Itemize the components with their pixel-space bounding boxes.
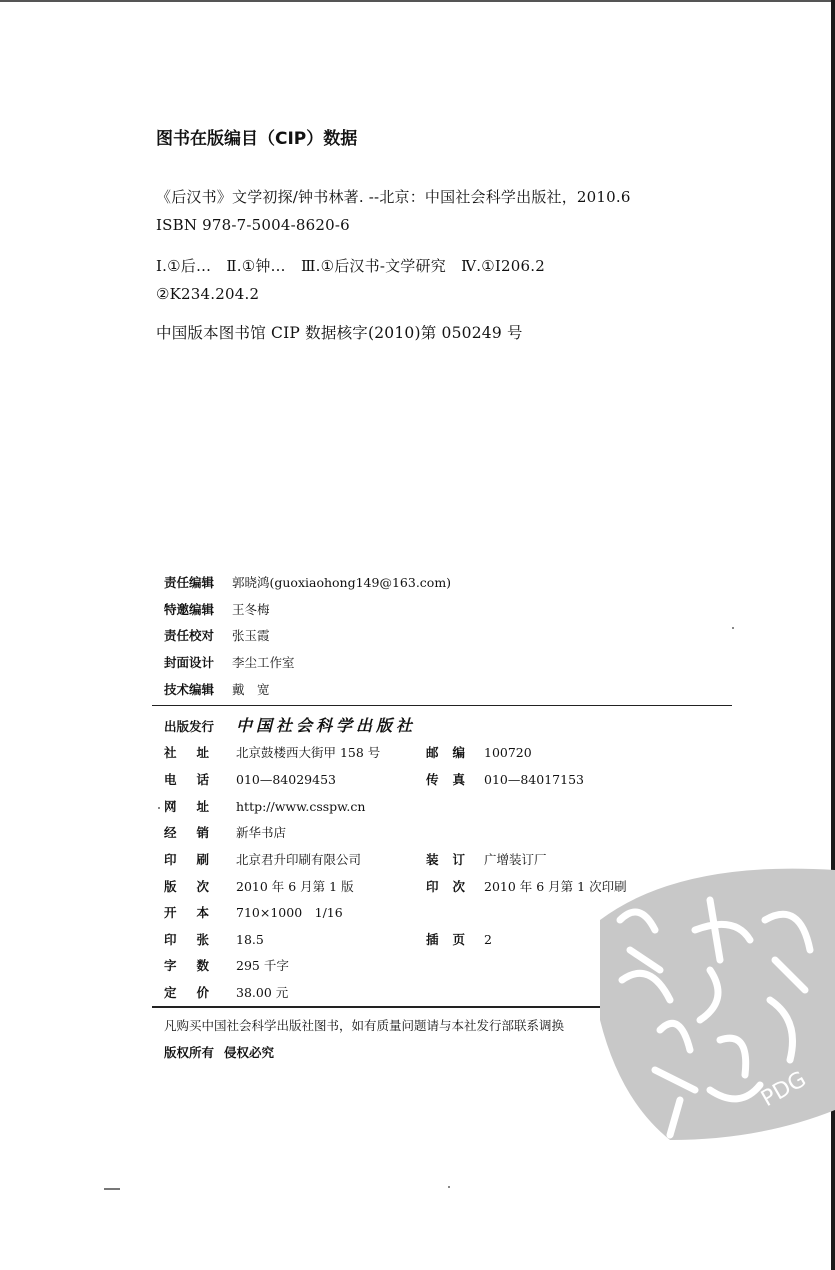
- detail-row-sheets: [164, 930, 492, 948]
- staff-label: 特邀编辑: [164, 602, 215, 617]
- detail-label: 传真: [426, 772, 480, 787]
- detail-row-web: [164, 797, 426, 815]
- staff-row-proofreader: [164, 626, 270, 644]
- scan-speck: [732, 627, 734, 629]
- cip-verification-number: 中国版本图书馆 CIP 数据核字(2010)第 050249 号: [156, 324, 523, 342]
- cip-bibliographic-line: 《后汉书》文学初探/钟书林著. --北京：中国社会科学出版社，2010.6: [156, 188, 631, 206]
- copyright-notice: [164, 1043, 274, 1061]
- detail-label: 装订: [426, 852, 480, 867]
- cip-isbn: ISBN 978-7-5004-8620-6: [156, 216, 350, 234]
- detail-row-words: [164, 956, 426, 974]
- detail-value: 北京君升印刷有限公司: [236, 852, 362, 867]
- rights-reserved: 版权所有: [164, 1045, 215, 1060]
- detail-row-distributor: [164, 823, 426, 841]
- staff-value: 李尘工作室: [232, 655, 295, 670]
- detail-label: 印刷: [164, 852, 230, 867]
- detail-value: http://www.csspw.cn: [236, 799, 366, 814]
- detail-value: 新华书店: [236, 825, 287, 840]
- detail-label: 版次: [164, 879, 230, 894]
- detail-label: 印次: [426, 879, 480, 894]
- detail-row-format: [164, 903, 426, 921]
- detail-value: 100720: [484, 745, 532, 760]
- detail-row-price: [164, 983, 426, 1001]
- detail-value: 38.00 元: [236, 985, 289, 1000]
- staff-row-technical-editor: [164, 680, 270, 698]
- scan-mark: [104, 1188, 120, 1190]
- detail-value: 18.5: [236, 932, 264, 947]
- detail-label: 邮编: [426, 745, 480, 760]
- cip-title: 图书在版编目（CIP）数据: [156, 129, 358, 149]
- scan-speck: [158, 807, 160, 809]
- detail-label: 定价: [164, 985, 230, 1000]
- detail-value: 010—84017153: [484, 772, 584, 787]
- detail-value: 2: [484, 932, 492, 947]
- detail-value: 710×1000 1/16: [236, 905, 343, 920]
- quality-notice: 凡购买中国社会科学出版社图书，如有质量问题请与本社发行部联系调换: [164, 1018, 565, 1033]
- detail-label: 经销: [164, 825, 230, 840]
- detail-value: 2010 年 6 月第 1 次印刷: [484, 879, 627, 894]
- staff-row-editor: [164, 573, 451, 591]
- staff-row-cover-design: [164, 653, 295, 671]
- publisher-label: 出版发行: [164, 719, 215, 734]
- detail-label: 社址: [164, 745, 230, 760]
- detail-row-phone: [164, 770, 584, 788]
- publisher-name-calligraphy: 中国社会科学出版社: [236, 716, 417, 735]
- pdg-watermark-seal: [560, 860, 835, 1150]
- staff-value: 戴 宽: [232, 682, 270, 697]
- detail-label: 开本: [164, 905, 230, 920]
- detail-row-printer: [164, 850, 547, 868]
- staff-label: 技术编辑: [164, 682, 215, 697]
- detail-label: 字数: [164, 958, 230, 973]
- detail-label: 网址: [164, 799, 230, 814]
- detail-value: 2010 年 6 月第 1 版: [236, 879, 354, 894]
- staff-row-guest-editor: [164, 600, 270, 618]
- cip-classification: Ⅰ.①后… Ⅱ.①钟… Ⅲ.①后汉书-文学研究 Ⅳ.①I206.2: [156, 257, 545, 275]
- detail-row-edition: [164, 877, 627, 895]
- scan-speck: [448, 1186, 450, 1188]
- divider-top: [152, 705, 732, 706]
- detail-label: 电话: [164, 772, 230, 787]
- detail-row-address: [164, 743, 532, 761]
- staff-label: 责任校对: [164, 628, 215, 643]
- page-top-edge: [0, 0, 835, 2]
- detail-value: 010—84029453: [236, 772, 336, 787]
- detail-value: 北京鼓楼西大街甲 158 号: [236, 745, 381, 760]
- staff-label: 封面设计: [164, 655, 215, 670]
- infringement-warning: 侵权必究: [224, 1045, 275, 1060]
- staff-value: 张玉霞: [232, 628, 270, 643]
- detail-label: 插页: [426, 932, 480, 947]
- staff-value: 郭晓鸿(guoxiaohong149@163.com): [232, 575, 452, 590]
- publisher-row: [164, 713, 416, 736]
- staff-label: 责任编辑: [164, 575, 215, 590]
- detail-value: 295 千字: [236, 958, 289, 973]
- detail-label: 印张: [164, 932, 230, 947]
- cip-classification-cont: ②K234.204.2: [156, 285, 260, 303]
- detail-value: 广增装订厂: [484, 852, 547, 867]
- staff-value: 王冬梅: [232, 602, 270, 617]
- watermark-text: PDG: [757, 1066, 811, 1113]
